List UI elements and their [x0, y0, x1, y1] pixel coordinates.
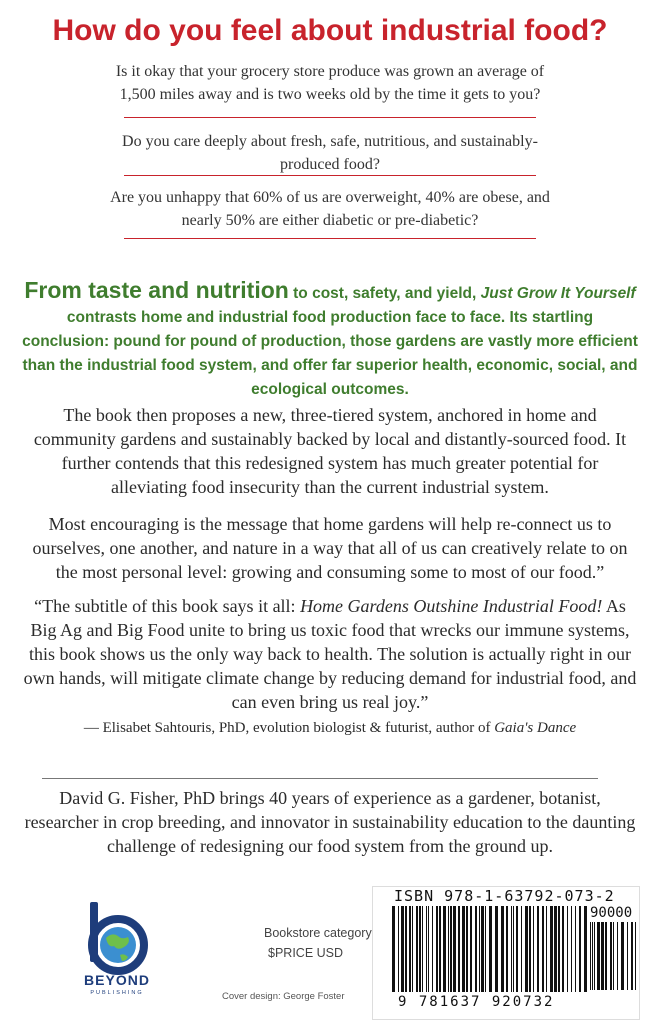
barcode-bar	[428, 906, 429, 992]
endorsement-quote	[22, 594, 638, 740]
barcode-bar	[631, 922, 633, 990]
barcode-bar	[529, 906, 531, 992]
barcode-bar	[479, 906, 480, 992]
barcode-bar	[594, 922, 595, 990]
barcode-bar	[579, 906, 581, 992]
barcode-bar	[513, 906, 514, 992]
publisher-sub: PUBLISHING	[90, 990, 144, 996]
barcode-bar	[475, 906, 477, 992]
quote-attribution-book: Gaia's Dance	[494, 720, 577, 736]
barcode-bar	[412, 906, 413, 992]
question-3: Are you unhappy that 60% of us are overweight, 40% are obese, and nearly 50% are either diabetic or pre-diabetic?	[110, 189, 550, 229]
barcode-bar	[392, 906, 395, 992]
barcode-bar	[601, 922, 604, 990]
barcode-bar	[481, 906, 484, 992]
question-1: Is it okay that your grocery store produce was grown an average of 1,500 miles away and is two weeks old by the time it gets to you?	[115, 63, 545, 103]
price-label: $PRICE USD	[268, 946, 344, 960]
barcode-bar	[426, 906, 427, 992]
pitch-paragraph	[22, 278, 638, 402]
barcode-bar	[462, 906, 465, 992]
divider	[124, 117, 536, 118]
barcode-bar	[470, 906, 472, 992]
barcode-bar	[398, 906, 399, 992]
barcode-bar	[562, 906, 564, 992]
barcode-bar	[450, 906, 452, 992]
divider	[124, 175, 536, 176]
description-paragraph-1: The book then proposes a new, three-tiered system, anchored in home and community gardens and sustainably backed by local and distantly-sourced food. It further contends that this redesigned system has much greater potential for alleviating food insecurity than the current industrial system.	[33, 405, 627, 497]
barcode-bar	[621, 922, 624, 990]
divider	[42, 778, 598, 779]
barcode-bar	[485, 906, 486, 992]
price-barcode-icon	[590, 922, 636, 992]
barcode-bar	[453, 906, 456, 992]
barcode-bar	[448, 906, 449, 992]
barcode-bar	[495, 906, 498, 992]
barcode-bar	[443, 906, 446, 992]
barcode-bar	[613, 922, 614, 990]
barcode-bar	[592, 922, 593, 990]
question-2: Do you care deeply about fresh, safe, nutritious, and sustainably-produced food?	[122, 133, 538, 173]
barcode-bar	[525, 906, 528, 992]
barcode-bar	[501, 906, 504, 992]
price-code: 90000	[590, 905, 633, 921]
quote-open: “The subtitle of this book says it all:	[34, 596, 301, 616]
barcode-bar	[511, 906, 512, 992]
barcode-bar	[419, 906, 421, 992]
barcode-bar	[546, 906, 547, 992]
isbn-label: ISBN 978-1-63792-073-2	[394, 887, 615, 905]
barcode-bar	[537, 906, 539, 992]
barcode-bar	[597, 922, 600, 990]
barcode-bar	[416, 906, 418, 992]
barcode-bar	[405, 906, 407, 992]
pitch-lead-rest: to cost, safety, and yield,	[288, 285, 481, 302]
isbn-digits: 9 781637 920732	[398, 994, 555, 1010]
barcode-bar	[571, 906, 572, 992]
quote-subtitle: Home Gardens Outshine Industrial Food!	[300, 596, 603, 616]
barcode-bar	[627, 922, 628, 990]
barcode-bar	[422, 906, 423, 992]
barcode-bar	[521, 906, 522, 992]
bookstore-category: Bookstore category	[264, 926, 372, 940]
barcode-bar	[542, 906, 544, 992]
page-title: How do you feel about industrial food?	[52, 14, 608, 47]
barcode-bar	[401, 906, 404, 992]
barcode-bar	[439, 906, 441, 992]
divider	[124, 238, 536, 239]
quote-attribution: — Elisabet Sahtouris, PhD, evolution biologist & futurist, author of	[83, 720, 495, 736]
barcode-bar	[567, 906, 568, 992]
barcode-bar	[516, 906, 518, 992]
barcode-bar	[533, 906, 534, 992]
barcode-bar	[506, 906, 508, 992]
barcode-bar	[489, 906, 492, 992]
barcode-bar	[466, 906, 468, 992]
barcode-bar	[436, 906, 438, 992]
barcode-bar	[610, 922, 612, 990]
barcode-bar	[575, 906, 576, 992]
barcode-bar	[605, 922, 607, 990]
barcode-bar	[409, 906, 411, 992]
barcode-bar	[550, 906, 553, 992]
barcode-bar	[617, 922, 618, 990]
barcode-bar	[554, 906, 557, 992]
pitch-lead: From taste and nutrition	[24, 277, 289, 303]
cover-design-credit: Cover design: George Foster	[222, 991, 345, 1002]
barcode-bar	[584, 906, 587, 992]
barcode-bar	[432, 906, 433, 992]
quote-body: As Big Ag and Big Food unite to bring us toxic food that wrecks our immune systems, this book shows us the only way back to health. The solution is actually right in our own hands, will mitigate climate change by reducing demand for industrial food, and can even bring us real joy.”	[23, 596, 637, 712]
book-title: Just Grow It Yourself	[480, 285, 636, 302]
description-paragraph-2: Most encouraging is the message that home gardens will help re-connect us to ourselves, one another, and nature in a way that all of us can creatively relate to on the most personal level: growing and consuming some to most of our food.”	[32, 514, 628, 582]
barcode-bar	[558, 906, 560, 992]
author-bio: David G. Fisher, PhD brings 40 years of experience as a gardener, botanist, researcher in crop breeding, and innovator in sustainability education to the daunting challenge of redesigning our food system from the ground up.	[24, 788, 636, 856]
barcode-icon	[392, 906, 588, 994]
publisher-name: BEYOND	[84, 972, 150, 988]
barcode-bar	[458, 906, 460, 992]
barcode-bar	[590, 922, 591, 990]
pitch-body: contrasts home and industrial food production face to face. Its startling conclusion: pound for pound of production, those gardens are vastly more efficient than the industrial food system, and offer far superior health, economic, social, and ecological outcomes.	[22, 309, 638, 398]
barcode-bar	[635, 922, 636, 990]
